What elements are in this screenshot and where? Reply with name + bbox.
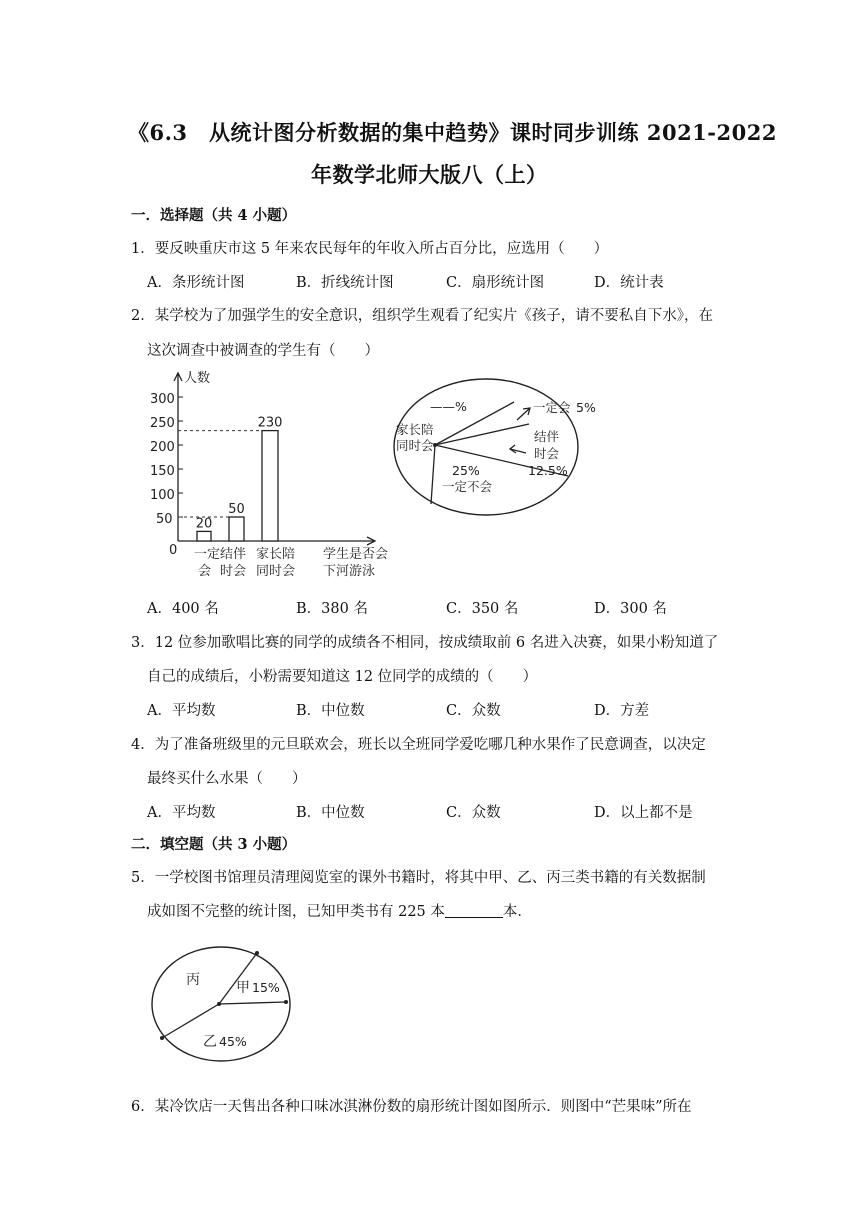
question-2-option-d: D．300 名: [594, 601, 667, 617]
pie-label-pct: 12.5%: [528, 463, 568, 478]
bar-value-label: 20: [195, 516, 213, 532]
question-4-option-a: A．平均数: [147, 805, 216, 821]
y-axis-label: 人数: [184, 371, 211, 386]
question-5-stem-line2: [147, 900, 532, 921]
question-4-option-b: B．中位数: [296, 805, 365, 821]
question-4-stem-line1: 4．为了准备班级里的元旦联欢会，班长以全班同学爱吃哪几种水果作了民意调查，以决定: [131, 737, 706, 753]
question-5-stem-text: 成如图不完整的统计图，已知甲类书有 225 本: [147, 904, 445, 920]
x-axis-label: 下河游泳: [323, 564, 376, 579]
question-4-option-d: D．以上都不是: [594, 805, 693, 821]
question-4-option-c: C．众数: [446, 805, 501, 821]
question-5-stem-line1: 5．一学校图书馆理员清理阅览室的课外书籍时，将其中甲、乙、丙三类书籍的有关数据制: [131, 870, 706, 886]
y-tick-label: 150: [150, 464, 175, 479]
bar: [262, 431, 278, 541]
page-title-line2: 年数学北师大版八（上）: [311, 162, 548, 187]
pie-chart-books: [148, 943, 298, 1073]
pie-label: 乙: [203, 1034, 217, 1050]
x-category-label: 一定: [194, 547, 221, 562]
section-heading-choice: 一．选择题（共 4 小题）: [131, 207, 297, 224]
bar-chart: [140, 365, 410, 580]
pie-label-pct: 25%: [452, 463, 480, 478]
x-category-label: 同时会: [256, 564, 296, 579]
pie-chart-survey: [390, 375, 620, 520]
pie-label: 一定不会: [442, 479, 493, 494]
pie-label: 一定会: [533, 400, 571, 415]
bar-value-label: 230: [257, 415, 283, 431]
pie-label-pct: 5%: [576, 400, 596, 415]
question-1-option-c: C．扇形统计图: [446, 275, 545, 291]
y-tick-label: 50: [156, 512, 173, 527]
y-tick-label: 200: [150, 440, 175, 455]
bar: [197, 531, 211, 541]
pie-label-pct: ——%: [430, 399, 467, 414]
bar-value-label: 50: [228, 502, 245, 517]
y-tick-label: 250: [150, 416, 175, 431]
y-tick-label: 300: [150, 392, 175, 407]
question-2-stem-line1: 2．某学校为了加强学生的安全意识，组织学生观看了纪实片《孩子，请不要私自下水》，在: [131, 308, 713, 324]
y-tick-label: 100: [150, 488, 175, 503]
page-title-line1: 《6.3 从统计图分析数据的集中趋势》课时同步训练 2021-2022: [128, 120, 777, 145]
x-axis-label: 学生是否会: [323, 547, 389, 562]
question-1-option-d: D．统计表: [594, 275, 664, 291]
y-tick-label: 0: [169, 543, 178, 558]
answer-blank[interactable]: [445, 903, 503, 918]
question-5-stem-text-end: 本．: [502, 904, 532, 920]
pie-label: 家长陪: [396, 422, 434, 437]
question-1-stem: 1．要反映重庆市这 5 年来农民每年的年收入所占百分比，应选用（ ）: [131, 241, 609, 257]
x-category-label: 时会: [220, 564, 247, 579]
x-category-label: 会: [198, 564, 212, 579]
question-3-stem-line1: 3．12 位参加歌唱比赛的同学的成绩各不相同，按成绩取前 6 名进入决赛，如果小粉知道了: [131, 635, 719, 651]
question-6-stem-line1: 6．某冷饮店一天售出各种口味冰淇淋份数的扇形统计图如图所示．则图中“芒果味”所在: [131, 1099, 692, 1115]
question-2-option-a: A．400 名: [147, 601, 219, 617]
question-3-option-b: B．中位数: [296, 703, 365, 719]
question-3-stem-line2: 自己的成绩后，小粉需要知道这 12 位同学的成绩的（ ）: [147, 669, 538, 685]
question-2-option-b: B．380 名: [296, 601, 368, 617]
pie-label: 甲: [236, 980, 250, 996]
pie-label: 时会: [534, 446, 560, 461]
question-3-option-c: C．众数: [446, 703, 501, 719]
question-2-stem-line2: 这次调查中被调查的学生有（ ）: [147, 343, 379, 359]
bar: [229, 517, 244, 541]
pie-label-pct: 15%: [252, 980, 280, 995]
pie-label: 结伴: [534, 429, 560, 444]
question-2-option-c: C．350 名: [446, 601, 519, 617]
pie-label: 丙: [186, 972, 200, 988]
question-3-option-d: D．方差: [594, 703, 650, 719]
pie-label-pct: 45%: [219, 1034, 247, 1049]
x-category-label: 结伴: [220, 547, 247, 562]
x-category-label: 家长陪: [256, 547, 296, 562]
pie-label: 同时会: [396, 438, 434, 453]
section-heading-fill: 二．填空题（共 3 小题）: [131, 836, 297, 853]
question-4-stem-line2: 最终买什么水果（ ）: [147, 771, 307, 787]
question-1-option-a: A．条形统计图: [147, 275, 245, 291]
question-1-option-b: B．折线统计图: [296, 275, 394, 291]
question-3-option-a: A．平均数: [147, 703, 216, 719]
